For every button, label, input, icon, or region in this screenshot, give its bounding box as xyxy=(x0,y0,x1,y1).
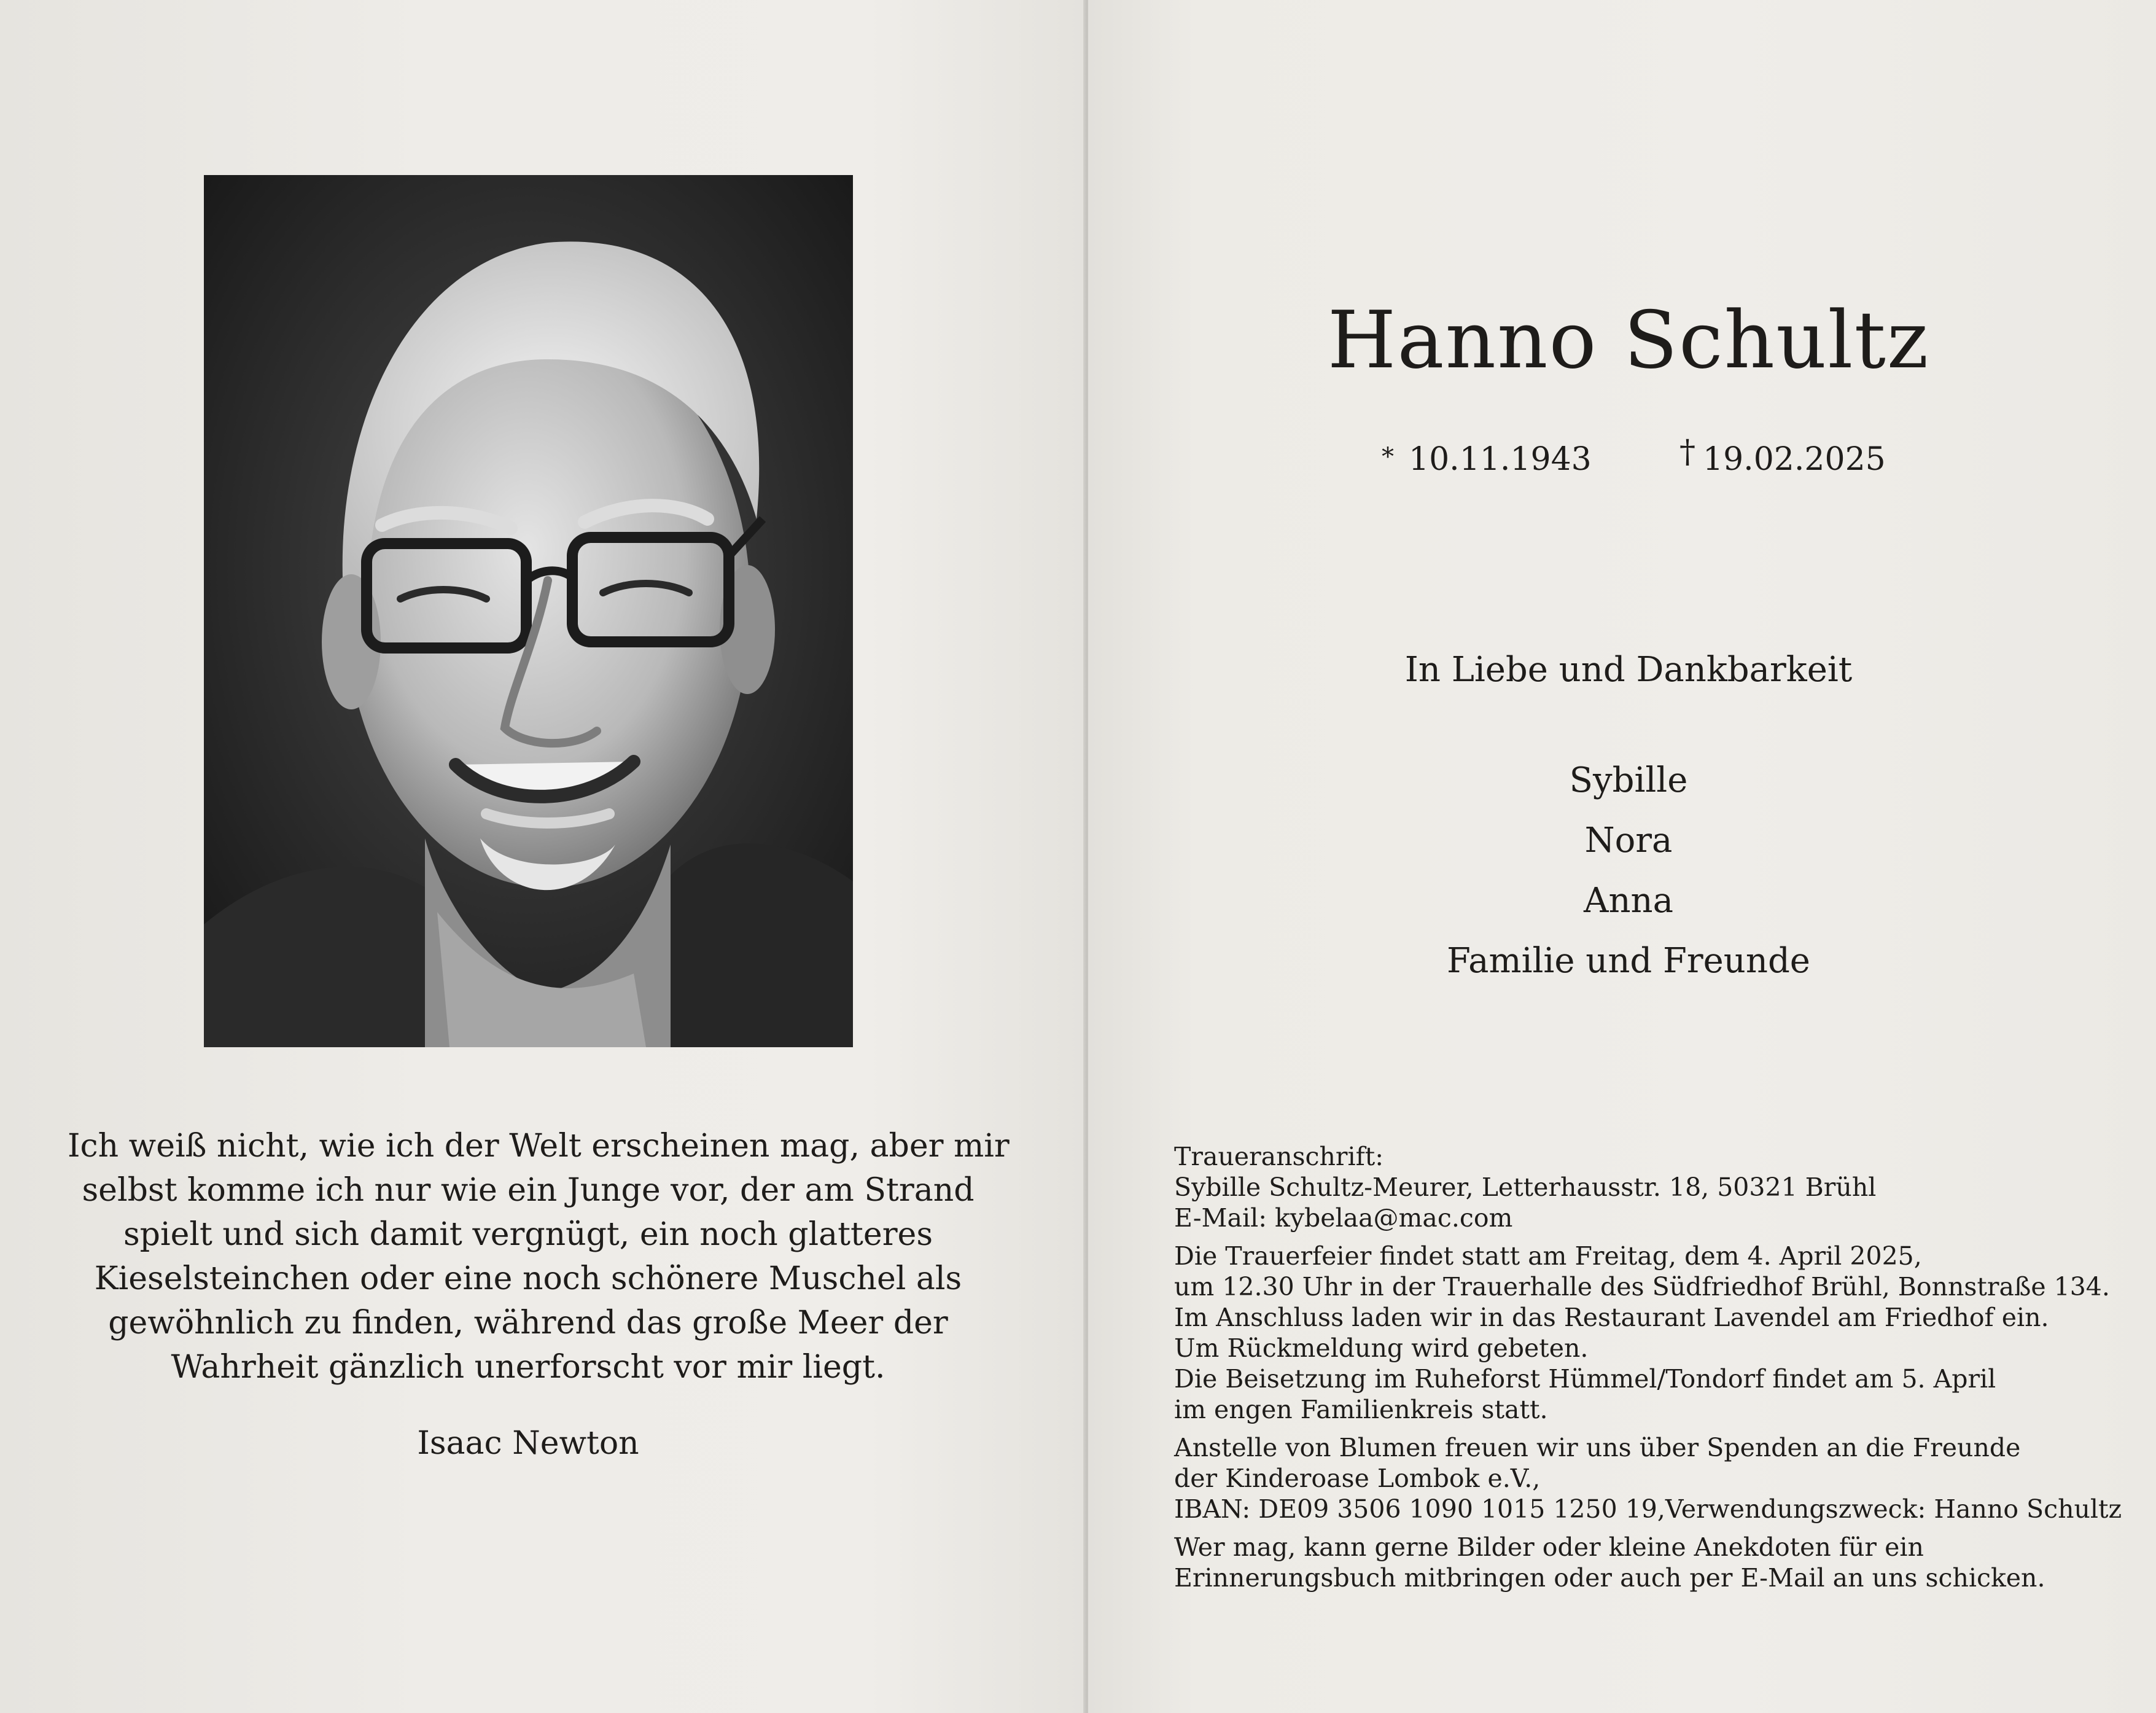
portrait-illustration xyxy=(204,175,853,1047)
mourning-info xyxy=(1174,1141,2132,1593)
quote-line: gewöhnlich zu finden, während das große Meer der xyxy=(108,1305,948,1341)
ceremony-line: im engen Familienkreis statt. xyxy=(1174,1395,1548,1424)
address: Sybille Schultz-Meurer, Letterhausstr. 18, 50321 Brühl xyxy=(1174,1173,1877,1202)
email: E-Mail: kybelaa@mac.com xyxy=(1174,1203,1513,1233)
ceremony-line: Die Beisetzung im Ruheforst Hümmel/Tondorf findet am 5. April xyxy=(1174,1364,1996,1394)
quote-line: Ich weiß nicht, wie ich der Welt erscheinen mag, aber mir xyxy=(68,1128,1010,1165)
dedication: In Liebe und Dankbarkeit xyxy=(1404,650,1853,690)
death-date xyxy=(1679,434,1886,478)
family-list xyxy=(1088,751,2156,991)
family-member: Familie und Freunde xyxy=(1447,941,1810,981)
donation-line: IBAN: DE09 3506 1090 1015 1250 19,Verwendungszweck: Hanno Schultz xyxy=(1174,1494,2122,1524)
birth-date-value: 10.11.1943 xyxy=(1409,441,1592,478)
memories-line: Erinnerungsbuch mitbringen oder auch per E-Mail an uns schicken. xyxy=(1174,1563,2045,1593)
family-member: Sybille xyxy=(1569,760,1688,800)
quote-line: Wahrheit gänzlich unerforscht vor mir liegt. xyxy=(171,1349,885,1386)
portrait-photo xyxy=(204,175,853,1047)
death-date-value: 19.02.2025 xyxy=(1703,441,1886,478)
ceremony-line: Um Rückmeldung wird gebeten. xyxy=(1174,1333,1589,1363)
newton-quote xyxy=(68,1124,1010,1389)
deceased-name: Hanno Schultz xyxy=(1327,295,1930,386)
ceremony-line: um 12.30 Uhr in der Trauerhalle des Südfriedhof Brühl, Bonnstraße 134. xyxy=(1174,1272,2110,1301)
ceremony-line: Die Trauerfeier findet statt am Freitag, dem 4. April 2025, xyxy=(1174,1241,1922,1271)
donation-line: der Kinderoase Lombok e.V., xyxy=(1174,1464,1541,1493)
family-member: Anna xyxy=(1584,881,1673,921)
quote-line: spielt und sich damit vergnügt, ein noch glatteres xyxy=(123,1216,933,1253)
address-label: Traueranschrift: xyxy=(1174,1142,1384,1171)
quote-author: Isaac Newton xyxy=(417,1425,639,1462)
memories-line: Wer mag, kann gerne Bilder oder kleine Anekdoten für ein xyxy=(1174,1532,1924,1562)
birth-star-icon: * xyxy=(1382,443,1394,471)
death-cross-icon: † xyxy=(1679,434,1695,470)
family-member: Nora xyxy=(1584,821,1673,860)
birth-date xyxy=(1382,441,1592,478)
quote-line: selbst komme ich nur wie ein Junge vor, der am Strand xyxy=(82,1172,975,1209)
ceremony-line: Im Anschluss laden wir in das Restaurant Lavendel am Friedhof ein. xyxy=(1174,1303,2049,1332)
quote-line: Kieselsteinchen oder eine noch schönere Muschel als xyxy=(94,1260,962,1297)
donation-line: Anstelle von Blumen freuen wir uns über Spenden an die Freunde xyxy=(1174,1433,2021,1462)
